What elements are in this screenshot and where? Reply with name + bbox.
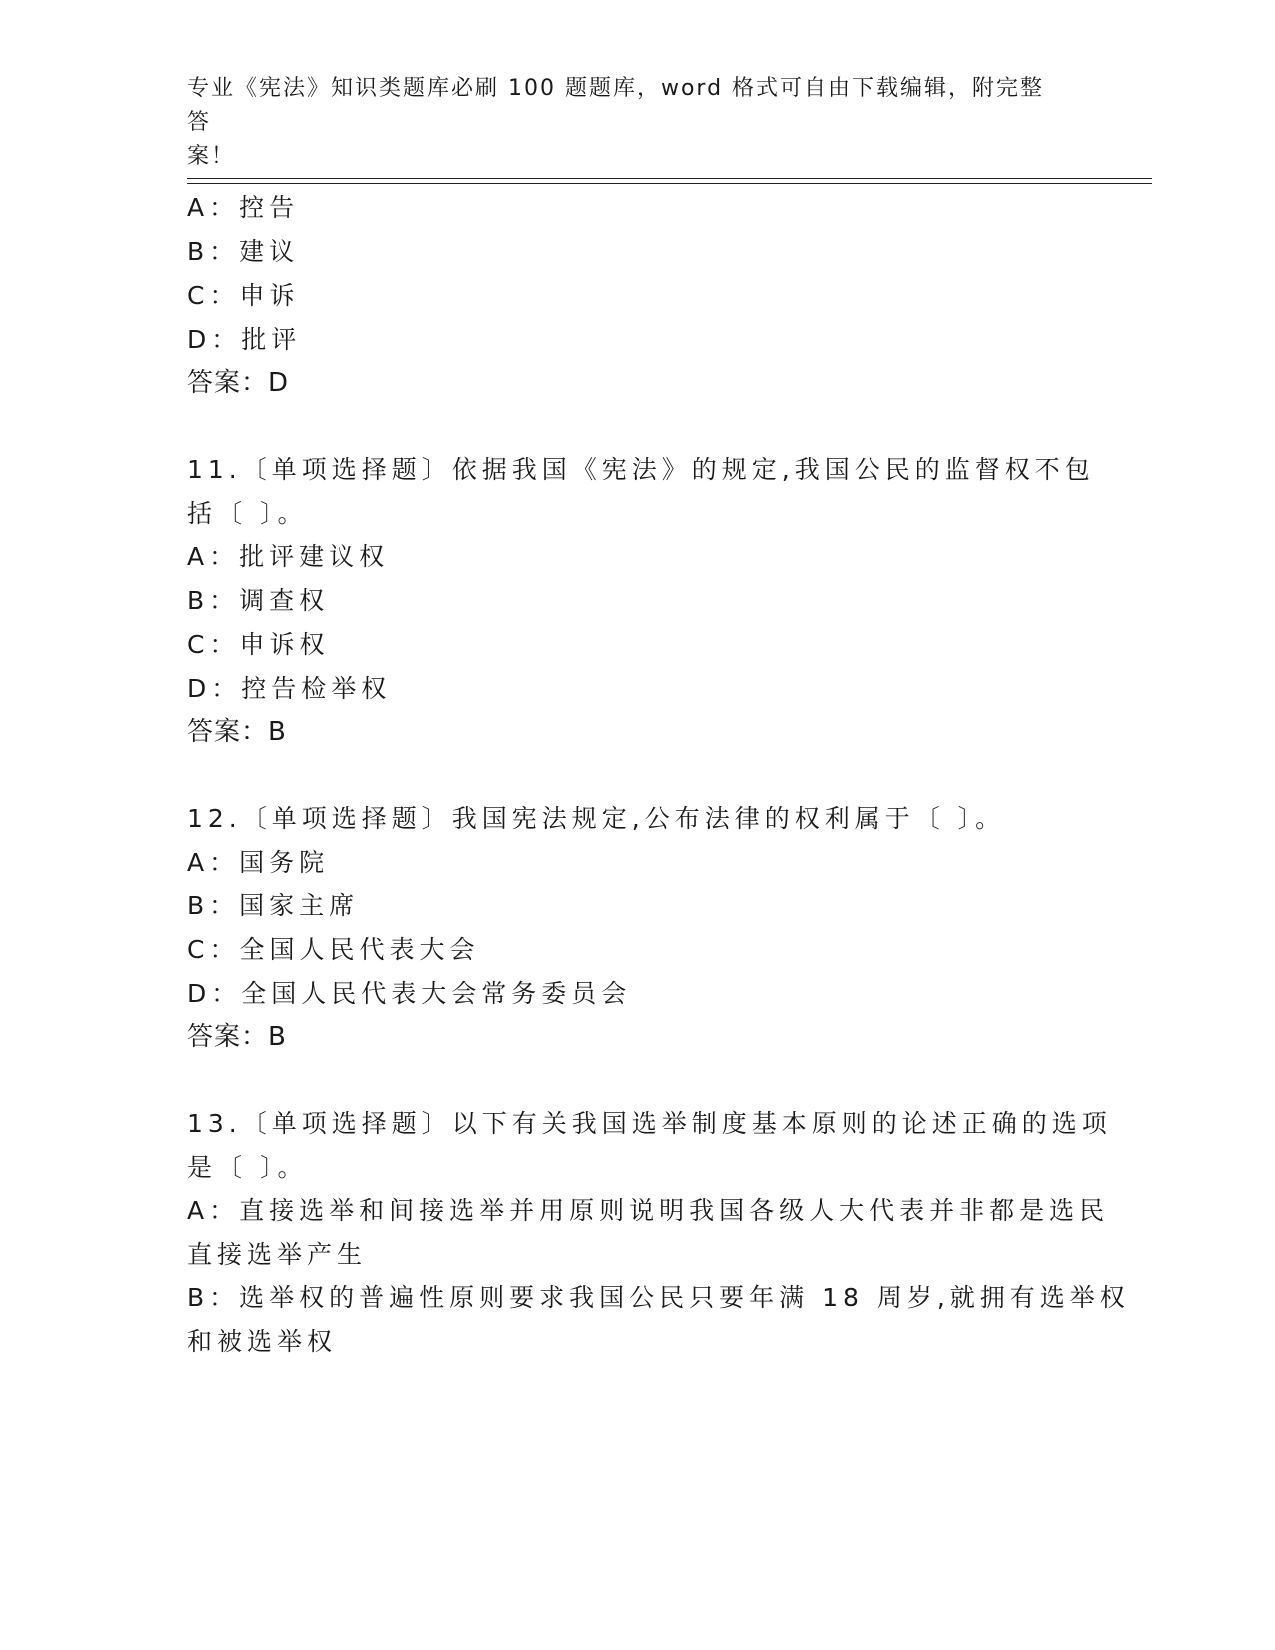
q11-answer: 答案：B (187, 717, 287, 747)
q13-option-a-line-1: A：直接选举和间接选举并用原则说明我国各级人大代表并非都是选民 (187, 1196, 1110, 1225)
header-line-2: 案！ (187, 144, 236, 169)
q10-option-b: B：建议 (187, 237, 300, 266)
q11-stem-line-1: 11.〔单项选择题〕依据我国《宪法》的规定,我国公民的监督权不包 (187, 455, 1095, 484)
header-line-1: 专业《宪法》知识类题库必刷 100 题题库，word 格式可自由下载编辑，附完整答 (187, 76, 1045, 135)
q10-option-c: C：申诉 (187, 281, 300, 310)
q10-answer: 答案：D (187, 368, 290, 398)
q13-option-b-line-2: 和被选举权 (187, 1327, 338, 1356)
q11-option-a: A：批评建议权 (187, 542, 390, 571)
q11-option-d: D：控告检举权 (187, 674, 392, 703)
q11-option-b: B：调查权 (187, 586, 330, 615)
q10-option-a: A：控告 (187, 193, 300, 222)
q10-option-d: D：批评 (187, 325, 302, 354)
q13-option-a-line-2: 直接选举产生 (187, 1240, 368, 1269)
q12-option-a: A：国务院 (187, 848, 330, 877)
q12-option-d: D：全国人民代表大会常务委员会 (187, 979, 632, 1008)
header-divider-bottom (187, 183, 1152, 184)
document-header (187, 72, 1067, 174)
q11-option-c: C：申诉权 (187, 630, 330, 659)
q12-stem-line-1: 12.〔单项选择题〕我国宪法规定,公布法律的权利属于〔 〕。 (187, 804, 1006, 833)
header-divider-top (187, 178, 1152, 179)
q13-stem-line-1: 13.〔单项选择题〕以下有关我国选举制度基本原则的论述正确的选项 (187, 1109, 1112, 1138)
q12-option-b: B：国家主席 (187, 891, 360, 920)
q12-answer: 答案：B (187, 1022, 287, 1052)
q13-stem-line-2: 是〔 〕。 (187, 1153, 308, 1182)
q11-stem-line-2: 括〔 〕。 (187, 499, 308, 528)
q12-option-c: C：全国人民代表大会 (187, 935, 480, 964)
q13-option-b-line-1: B：选举权的普遍性原则要求我国公民只要年满 18 周岁,就拥有选举权 (187, 1283, 1130, 1312)
